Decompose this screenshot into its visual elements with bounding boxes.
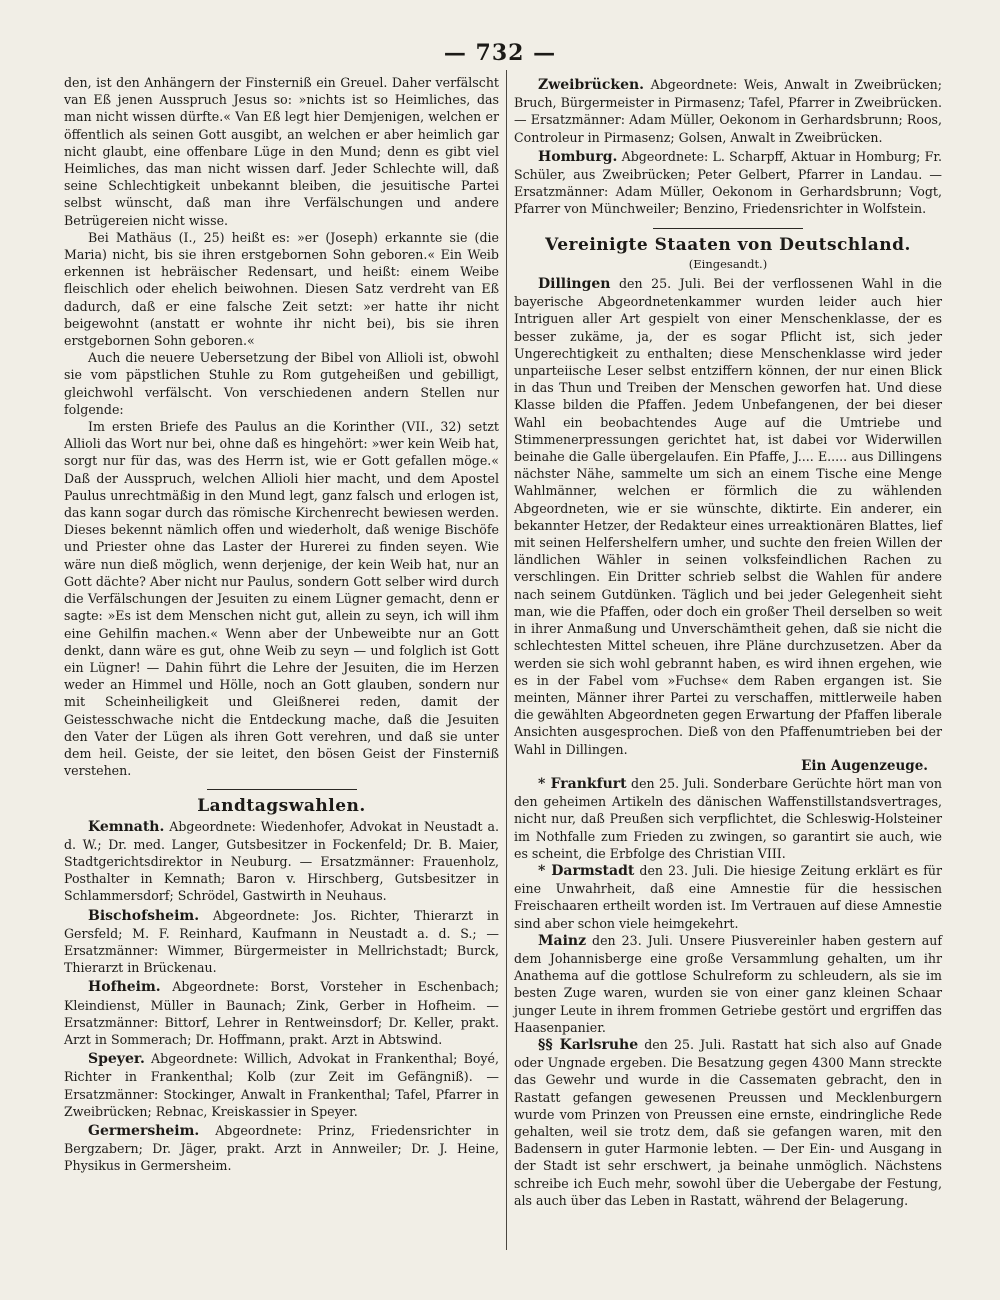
article-paragraph: Bei Mathäus (I., 25) heißt es: »er (Joseph) erkannte sie (die Maria) nicht, bis sie ihren erstgebornen Sohn geboren.« Ein Weib erkennen ist hebräischer Redensart, und heißt: einem Weibe fleischlich oder ehelich beiwohnen. Diesen Satz verdreht van Eß dadurch, daß er eine falsche Zeit setzt: »er hatte ihr nicht beigewohnt (anstatt er wohnte ihr nicht bei), bis sie ihren erstgebornen Sohn geboren.«	[64, 229, 499, 349]
left-column	[64, 74, 499, 1175]
news-frankfurt	[514, 775, 942, 862]
column-divider	[506, 70, 507, 1250]
entry-text: Abgeordnete: Willich, Advokat in Frankenthal; Boyé, Richter in Frankenthal; Kolb (zur Zeit im Gefängniß). — Ersatzmänner: Stockinger, Anwalt in Frankenthal; Tafel, Pfarrer in Zweibrücken; Rebnac, Kreiskassier in Speyer.	[64, 1051, 499, 1119]
entry-place: Hofheim.	[88, 979, 161, 996]
section-divider	[207, 789, 357, 790]
election-entry	[64, 1122, 499, 1175]
entry-place: Kemnath.	[88, 818, 165, 835]
news-dillingen	[514, 275, 942, 758]
dateline-place: Dillingen	[538, 276, 611, 293]
election-entry	[514, 148, 942, 218]
entry-text: Abgeordnete: Weis, Anwalt in Zweibrücken; Bruch, Bürgermeister in Pirmasenz; Tafel, Pfarrer in Zweibrücken. — Ersatzmänner: Adam Müller, Oekonom in Gerhardsbrunn; Roos, Controleur in Pirmasenz; Golsen, Anwalt in Zweibrücken.	[514, 77, 942, 145]
dateline-place: §§ Karlsruhe	[538, 1036, 639, 1053]
news-text: den 25. Juli. Rastatt hat sich also auf Gnade oder Ungnade ergeben. Die Besatzung gegen 4300 Mann streckte das Gewehr und wurde in die Cassematen gebracht, den in Rastatt gefangen gewesenen Preussen und Mecklenburgern wurde vom Prinzen von Preussen eine ernste, eindringliche Rede gehalten, weil sie trotz dem, daß sie gefangen waren, mit den Badensern in guter Harmonie lebten. — Der Ein- und Ausgang in der Stadt ist sehr erschwert, ja beinahe unmöglich. Nächstens schreibe ich Euch mehr, sowohl über die Uebergabe der Festung, als auch über das Leben in Rastatt, während der Belagerung.	[514, 1036, 942, 1208]
news-text: den 23. Juli. Unsere Piusvereinler haben gestern auf dem Johannisberge eine große Versammlung gehalten, um ihr Anathema auf die gottlose Schulreform zu schleudern, als sie im besten Zuge waren, wurden sie von einer ganz kleinen Schaar junger Leute in ihrem frommen Getriebe gestört und ergriffen das Haasenpanier.	[514, 932, 942, 1035]
news-text: den 25. Juli. Sonderbare Gerüchte hört man von den geheimen Artikeln des dänischen Waffenstillstandsvertrages, nicht nur, daß Preußen sich verpflichtet, die Schleswig-Holsteiner im Nothfalle zum Frieden zu zwingen, so garantirt sie auch, wie es scheint, die Erbfolge des Christian VIII.	[514, 775, 943, 861]
news-text: den 23. Juli. Die hiesige Zeitung erklärt es für eine Unwahrheit, daß eine Amnestie für die hessischen Freischaaren ertheilt worden ist. Im Vertrauen auf diese Amnestie sind aber schon viele heimgekehrt.	[514, 862, 942, 931]
election-entry	[514, 76, 942, 146]
article-paragraph: den, ist den Anhängern der Finsterniß ein Greuel. Daher verfälscht van Eß jenen Ausspruch Jesus so: »nichts ist so Heimliches, das man nicht wissen dürfte.« Van Eß legt hier Demjenigen, welchen er öffentlich als seinen Gott ausgibt, an welchen er aber heimlich gar nicht glaubt, eine offenbare Lüge in den Mund; denn es gibt viel Heimliches, das man nicht wissen darf. Jeder Schlechte will, daß seine Schlechtigkeit unbekannt bleiben, die jesuitische Partei selbst wünscht, daß man ihre Verfälschungen und andere Betrügereien nicht wisse.	[64, 75, 499, 228]
signature: Ein Augenzeuge.	[801, 757, 928, 774]
section-divider	[653, 228, 803, 229]
entry-place: Bischofsheim.	[88, 907, 200, 924]
entry-place: Speyer.	[88, 1051, 145, 1068]
section-heading-vereinigte-staaten: Vereinigte Staaten von Deutschland.	[545, 234, 911, 255]
page-number: — 732 —	[443, 40, 557, 66]
entry-text: Abgeordnete: Borst, Vorsteher in Eschenbach; Kleindienst, Müller in Baunach; Zink, Gerber in Hofheim. — Ersatzmänner: Bittorf, Lehrer in Rentweinsdorf; Dr. Keller, prakt. Arzt in Sommerach; Dr. Hoffmann, prakt. Arzt in Abtswind.	[64, 979, 499, 1047]
election-entry	[64, 907, 499, 977]
news-darmstadt	[514, 862, 942, 932]
entry-place: Homburg.	[538, 148, 618, 165]
article-paragraph: Im ersten Briefe des Paulus an die Korinther (VII., 32) setzt Allioli das Wort nur bei, ohne daß es hingehört: »wer kein Weib hat, sorgt nur für das, was des Herrn ist, wie er Gott gefallen möge.« Daß der Ausspruch, welchen Allioli hier macht, und dem Apostel Paulus unrechtmäßig in den Mund legt, ganz falsch und erlogen ist, das kann sogar durch das römische Kirchenrecht bewiesen werden. Dieses bekennt nämlich offen und wiederholt, daß wenige Bischöfe und Priester ohne das Laster der Hurerei zu finden seyen. Wie wäre nun dieß möglich, wenn derjenige, der kein Weib hat, nur an Gott dächte? Aber nicht nur Paulus, sondern Gott selber wird durch die Verfälschungen der Jesuiten zu einem Lügner gemacht, denn er sagte: »Es ist dem Menschen nicht gut, allein zu seyn, ich will ihm eine Gehilfin machen.« Wenn aber der Unbeweibte nur an Gott denkt, dann wäre es gut, ohne Weib zu seyn — und folglich ist Gott ein Lügner! — Dahin führt die Lehre der Jesuiten, die im Herzen weder an Himmel und Hölle, noch an Gott glauben, sondern nur mit Scheinheiligkeit und Gleißnerei reden, damit der Geistesschwache nicht die Entdeckung mache, daß die Jesuiten den Vater der Lügen als ihren Gott verehren, und daß sie unter dem heil. Geiste, der sie leitet, den bösen Geist der Finsterniß verstehen.	[64, 419, 499, 779]
dateline-place: Mainz	[538, 932, 587, 949]
section-heading-landtagswahlen: Landtagswahlen.	[197, 796, 366, 817]
news-text: den 25. Juli. Bei der verflossenen Wahl in die bayerische Abgeordnetenkammer wurden leider auch hier Intriguen aller Art gespielt von einer Menschenklasse, der es besser zukäme, ja, der es sogar Pflicht ist, sich jeder Ungerechtigkeit zu enthalten; diese Menschenklasse wird jeder unparteiische Leser selbst entziffern können, der nur einen Blick in das Thun und Treiben der Menschen geworfen hat. Und diese Klasse bilden die Pfaffen. Jedem Unbefangenen, der bei dieser Wahl ein beobachtendes Auge auf die Umtriebe und Stimmenerpressungen gerichtet hat, ist dabei vor Widerwillen beinahe die Galle übergelaufen. Ein Pfaffe, J.... E..... aus Dillingens nächster Nähe, sammelte um sich an einem Tische eine Menge Wahlmänner, welchen er förmlich die zu wählenden Abgeordneten, wie er sie wünschte, diktirte. Ein anderer, ein bekannter Hetzer, der Redakteur eines urreaktionären Blattes, lief mit seinen Helfershelfern umher, und suchte den freien Willen der ländlichen Wähler in seinen volksfeindlichen Rachen zu verschlingen. Ein Dritter schrieb selbst die Wahlen für andere nach seinem Gutdünken. Täglich und bei jeder Gelegenheit sieht man, wie die Pfaffen, oder doch ein großer Theil derselben so weit in ihrer Anmaßung und Unverschämtheit gehen, daß sie nicht die schlechtesten Mittel scheuen, ihre Pläne durchzusetzen. Aber da werden sie sich wohl gebrannt haben, es wird ihnen ergehen, wie es in der Fabel vom »Fuchse« dem Raben ergangen ist. Sie meinten, Männer ihrer Partei zu verschaffen, mittlerweile haben die gewählten Abgeordneten gegen Erwartung der Pfaffen liberale Ansichten ausgesprochen. Dieß von den Pfaffenumtrieben bei der Wahl in Dillingen.	[514, 276, 942, 757]
entry-text: Abgeordnete: Prinz, Friedensrichter in Bergzabern; Dr. Jäger, prakt. Arzt in Annweiler; Dr. J. Heine, Physikus in Germersheim.	[64, 1122, 499, 1174]
election-entry	[64, 1050, 499, 1120]
entry-place: Zweibrücken.	[538, 77, 645, 93]
election-entry	[64, 978, 499, 1048]
news-mainz	[514, 932, 942, 1036]
election-entry	[64, 818, 499, 905]
submitted-note: (Eingesandt.)	[688, 256, 768, 271]
entry-text: Abgeordnete: Wiedenhofer, Advokat in Neustadt a. d. W.; Dr. med. Langer, Gutsbesitzer in Fockenfeld; Dr. B. Maier, Stadtgerichtsdirektor in Neuburg. — Ersatzmänner: Frauenholz, Posthalter in Kemnath; Baron v. Hirschberg, Gutsbesitzer in Schlammersdorf; Schrödel, Gastwirth in Neuhaus.	[64, 818, 499, 904]
dateline-place: * Darmstadt	[538, 862, 635, 879]
news-karlsruhe	[514, 1036, 942, 1209]
entry-text: Abgeordnete: L. Scharpff, Aktuar in Homburg; Fr. Schüler, aus Zweibrücken; Peter Gelbert, Pfarrer in Landau. — Ersatzmänner: Adam Müller, Oekonom in Gerhardsbrunn; Vogt, Pfarrer von Münchweiler; Benzino, Friedensrichter in Wolfstein.	[514, 148, 942, 217]
entry-place: Germersheim.	[88, 1122, 200, 1139]
article-paragraph: Auch die neuere Uebersetzung der Bibel von Allioli ist, obwohl sie vom päpstlichen Stuhle zu Rom gutgeheißen und gebilligt, gleichwohl verfälscht. Von verschiedenen andern Stellen nur folgende:	[64, 350, 499, 417]
dateline-place: * Frankfurt	[538, 775, 627, 792]
right-column	[514, 74, 942, 1209]
entry-text: Abgeordnete: Jos. Richter, Thierarzt in Gersfeld; M. F. Reinhard, Kaufmann in Neustadt a. d. S.; — Ersatzmänner: Wimmer, Bürgermeister in Mellrichstadt; Burck, Thierarzt in Brückenau.	[64, 907, 499, 976]
